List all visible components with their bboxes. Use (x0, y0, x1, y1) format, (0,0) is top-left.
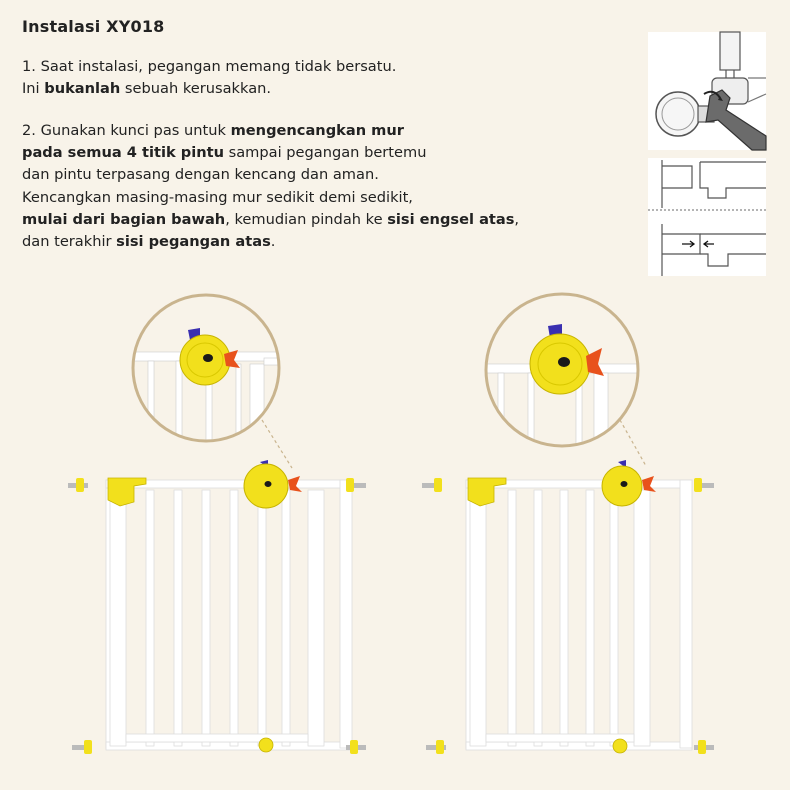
alignment-icon (648, 158, 766, 276)
gate-right (410, 290, 740, 770)
step-2-line-5: mulai dari bagian bawah, kemudian pindah ke sisi engsel atas, (22, 210, 520, 228)
step-2-line-1: 2. Gunakan kunci pas untuk mengencangkan mur (22, 122, 404, 139)
step-2-line-6: dan terakhir sisi pegangan atas. (22, 233, 276, 251)
step-2-line-4: Kencangkan masing-masing mur sedikit demi sedikit, (22, 188, 413, 206)
wrench-illustration (648, 32, 766, 150)
step-1-line-2: Ini bukanlah sebuah kerusakkan. (22, 80, 272, 98)
step-1-text (22, 56, 396, 100)
zoom-circle-right (480, 294, 650, 463)
step-2-text (22, 120, 519, 253)
step-1-line-1: 1. Saat instalasi, pegangan memang tidak bersatu. (22, 58, 397, 75)
step-2-line-3: dan pintu terpasang dengan kencang dan aman. (22, 166, 379, 184)
gate-frame-right (422, 460, 714, 754)
page-title: Instalasi XY018 (22, 17, 165, 36)
gate-frame-left (68, 460, 366, 754)
wrench-icon (648, 32, 766, 150)
alignment-diagram (648, 158, 766, 276)
zoom-circle-left (130, 295, 304, 454)
step-2-line-2: pada semua 4 titik pintu sampai pegangan bertemu (22, 144, 427, 162)
gate-left (50, 290, 380, 770)
